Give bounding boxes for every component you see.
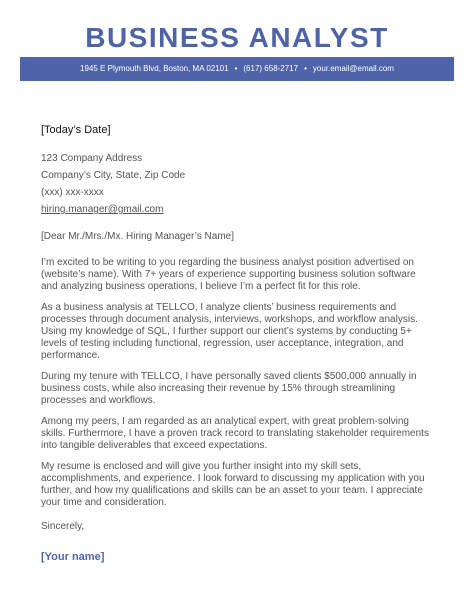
body-paragraph: My resume is enclosed and will give you further insight into my skill sets, accomplishments, and experience. I look forward to discussing my application with you further, and how my qualifications and skills can be an asset to your team. I appreciate your time and consideration. — [41, 461, 425, 508]
recipient-phone: (xxx) xxx-xxxx — [41, 187, 104, 198]
letter-date: [Today’s Date] — [41, 124, 111, 136]
signature-name: [Your name] — [41, 551, 105, 563]
body-paragraph: As a business analysis at TELLCO, I analyze clients’ business requirements and processes through document analysis, interviews, workshops, and workflow analysis. Using my knowledge of SQL, I further support our client’s systems by conducting 5+ levels of testing including functional, regression, user acceptance, integration, and performance. — [41, 302, 418, 361]
applicant-title: BUSINESS ANALYST — [85, 22, 389, 53]
contact-separator: • — [304, 64, 307, 73]
salutation: [Dear Mr./Mrs./Mx. Hiring Manager’s Name] — [41, 231, 235, 242]
recipient-address-line: 123 Company Address — [41, 153, 143, 164]
body-paragraph: During my tenure with TELLCO, I have personally saved clients $500,000 annually in business costs, while also increasing their revenue by 15% through streamlining processes and workflows. — [41, 371, 417, 406]
body-paragraph: Among my peers, I am regarded as an analytical expert, with great problem-solving skills. Furthermore, I have a proven track record to translating stakeholder requirements into tangible deliverables that exceed expectations. — [41, 416, 429, 451]
recipient-city-line: Company’s City, State, Zip Code — [41, 170, 186, 181]
recipient-email-link[interactable]: hiring.manager@gmail.com — [41, 204, 164, 215]
contact-email[interactable]: your.email@email.com — [312, 64, 394, 73]
letter-body — [41, 120, 432, 564]
contact-bar — [20, 57, 454, 81]
contact-address: 1945 E Plymouth Blvd, Boston, MA 02101 — [80, 64, 229, 73]
contact-phone: (617) 658-2717 — [243, 64, 299, 73]
closing: Sincerely, — [41, 521, 85, 532]
recipient-address-block — [41, 153, 432, 216]
body-paragraph: I’m excited to be writing to you regarding the business analyst position advertised on (website’s name). With 7+ years of experience supporting business solution software and analyzing business operations, I believe I’m a perfect fit for this role. — [41, 257, 416, 292]
contact-separator: • — [234, 64, 238, 73]
